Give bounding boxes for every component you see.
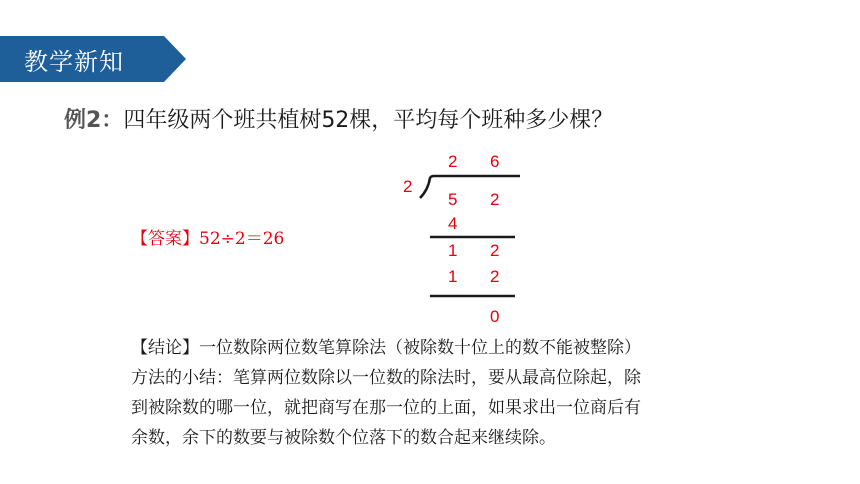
conclusion-line: 【结论】一位数除两位数笔算除法（被除数十位上的数不能被整除） xyxy=(131,338,641,358)
section-banner xyxy=(0,36,188,82)
dividend-ones: 2 xyxy=(490,190,500,209)
step2-ones: 2 xyxy=(490,267,500,286)
divisor: 2 xyxy=(403,177,413,196)
question-label: 例2： xyxy=(64,108,124,133)
final-remainder: 0 xyxy=(490,307,500,326)
quotient-tens: 2 xyxy=(448,152,458,171)
answer: 【答案】52÷2＝26 xyxy=(131,229,285,249)
conclusion xyxy=(131,333,831,453)
dividend-tens: 5 xyxy=(448,190,458,209)
step2-tens: 1 xyxy=(448,267,458,286)
quotient-ones: 6 xyxy=(490,152,500,171)
conclusion-line: 到被除数的哪一位，就把商写在那一位的上面，如果求出一位商后有 xyxy=(131,398,641,418)
remainder-tens: 1 xyxy=(448,241,458,260)
question-text: 四年级两个班共植树52棵，平均每个班种多少棵？ xyxy=(123,108,614,133)
section-title: 教学新知 xyxy=(24,48,124,76)
step1-product: 4 xyxy=(448,214,458,233)
remainder-ones: 2 xyxy=(490,241,500,260)
question xyxy=(64,103,613,134)
conclusion-line: 方法的小结：笔算两位数除以一位数的除法时，要从最高位除起，除 xyxy=(131,368,641,388)
conclusion-line: 余数，余下的数要与被除数个位落下的数合起来继续除。 xyxy=(131,428,556,448)
